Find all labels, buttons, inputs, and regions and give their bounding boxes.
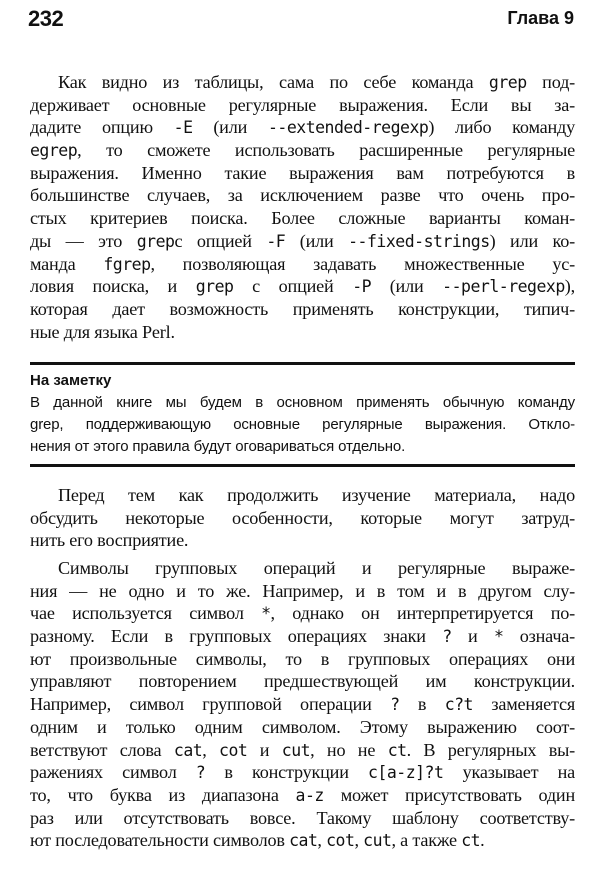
text-fragment: Как видно из таблицы, сама по себе команда [58, 72, 489, 92]
code-fragment: * [493, 627, 504, 647]
note-title: На заметку [30, 372, 112, 389]
text-fragment: разному. Если в групповых операциях знаки [30, 626, 443, 647]
code-fragment: cut [281, 740, 311, 760]
text-line [30, 602, 575, 625]
code-fragment: * [261, 604, 271, 624]
text-fragment: , то сможете использовать расширенные регулярные [77, 140, 575, 161]
text-fragment: (или [285, 230, 349, 251]
text-line [30, 298, 575, 321]
text-fragment: управляют повторением предшествующей им конструкции. [30, 671, 575, 692]
text-fragment: с опцией [233, 276, 353, 297]
text-fragment: ния — не одно и то же. Например, и в том и в другом слу- [30, 580, 575, 601]
text-line [30, 580, 575, 603]
code-fragment: cut [363, 831, 392, 851]
code-fragment: grep [136, 231, 175, 251]
text-fragment: которая дает возможность применять конструкции, типич- [30, 298, 575, 319]
text-line [30, 829, 575, 852]
text-fragment: , а также [391, 830, 462, 851]
text-line [30, 275, 575, 298]
text-fragment: Перед тем как продолжить изучение материала, надо [58, 485, 575, 505]
text-line [30, 670, 575, 693]
code-fragment: ? [442, 627, 452, 647]
text-line [30, 321, 575, 344]
text-fragment: дадите опцию [30, 117, 174, 138]
text-fragment: манда [30, 253, 104, 274]
code-fragment: -E [173, 118, 193, 138]
text-line [30, 693, 575, 716]
text-fragment: (или [192, 117, 268, 138]
text-fragment: и [247, 739, 282, 760]
note-top-rule [30, 362, 575, 365]
text-line [30, 557, 575, 580]
text-fragment: , [317, 830, 327, 851]
text-line [30, 529, 575, 552]
text-line [30, 484, 575, 507]
text-fragment: под- [526, 72, 575, 92]
text-line [30, 207, 575, 230]
code-fragment: cat [289, 831, 318, 851]
text-fragment: нить его восприятие. [30, 530, 189, 551]
text-line [30, 230, 575, 253]
text-fragment: и [451, 626, 494, 647]
chapter-title: Глава 9 [507, 8, 574, 28]
text-line [30, 761, 575, 784]
text-line [30, 507, 575, 530]
code-fragment: -F [266, 231, 286, 251]
text-fragment: , [354, 830, 364, 851]
note-line: нения от этого правила будут оговариваться отдельно. [30, 438, 406, 455]
text-line [30, 807, 575, 830]
text-line [30, 116, 575, 139]
text-fragment: , [202, 739, 220, 760]
text-fragment: , позволяющая задавать множественные ус- [150, 253, 575, 274]
text-fragment: ) либо команду [428, 117, 575, 138]
text-line [30, 784, 575, 807]
code-fragment: grep [195, 277, 234, 297]
text-line [30, 184, 575, 207]
code-fragment: ct [461, 831, 481, 851]
text-fragment: большинстве случаев, за исключением разве что очень про- [30, 185, 575, 206]
text-fragment: ), [564, 276, 576, 297]
paragraph-intro [30, 484, 575, 552]
code-fragment: -P [352, 277, 372, 297]
code-fragment: --perl-regexp [442, 277, 565, 297]
note-box [30, 370, 575, 458]
text-line [30, 139, 575, 162]
code-fragment: cot [326, 831, 355, 851]
text-fragment: означа- [503, 626, 575, 647]
text-fragment: (или [371, 276, 443, 297]
text-fragment: ют последовательности символов [30, 830, 290, 851]
text-fragment: Например, символ групповой операции [30, 694, 391, 715]
text-line [30, 253, 575, 276]
text-line [30, 71, 575, 94]
text-fragment: , однако он интерпретируется по- [270, 603, 575, 624]
code-fragment: ct [387, 740, 407, 760]
text-fragment: ные для языка Perl. [30, 321, 175, 342]
text-fragment: заменяется [473, 694, 575, 715]
paragraph-grep-variants [30, 71, 575, 343]
paragraph-wildcards [30, 557, 575, 852]
text-fragment: то, что буква из диапазона [30, 784, 296, 805]
text-fragment: обсудить некоторые особенности, которые могут затруд- [30, 507, 575, 528]
text-line [30, 625, 575, 648]
code-fragment: --extended-regexp [267, 118, 429, 138]
page-header [28, 6, 574, 40]
code-fragment: cot [219, 740, 248, 760]
text-fragment: ют произвольные символы, то в групповых операциях они [30, 648, 575, 669]
page-number: 232 [28, 6, 64, 31]
code-fragment: a-z [295, 785, 324, 805]
text-fragment: указывает на [443, 762, 575, 783]
text-fragment: выражения. Именно такие выражения вам потребуются в [30, 162, 575, 183]
text-fragment: чае используется символ [30, 603, 262, 624]
code-fragment: grep [488, 73, 527, 92]
text-fragment: раз или отсутствовать вовсе. Такому шаблону соответству- [30, 807, 575, 828]
code-fragment: ? [195, 763, 206, 783]
text-fragment: ветствуют слова [30, 739, 174, 760]
code-fragment: c?t [444, 695, 473, 715]
text-fragment: держивает основные регулярные выражения. Если вы за- [30, 94, 575, 115]
code-fragment: cat [173, 740, 203, 760]
note-line: В данной книге мы будем в основном применять обычную команду [30, 394, 575, 411]
text-fragment: Символы групповых операций и регулярные выраже- [58, 558, 575, 578]
code-fragment: c[a-z]?t [367, 763, 444, 783]
note-line: grep, поддерживающую основные регулярные выражения. Откло- [30, 416, 575, 433]
code-fragment: ? [390, 695, 400, 715]
text-fragment: в конструкции [205, 762, 368, 783]
text-fragment: с опцией [174, 230, 267, 251]
text-line [30, 648, 575, 671]
text-line [30, 716, 575, 739]
note-bottom-rule [30, 464, 575, 467]
text-fragment: одним и только одним символом. Этому выражению соот- [30, 716, 575, 737]
text-fragment: стых критериев поиска. Более сложные варианты коман- [30, 208, 575, 229]
text-fragment: ) или ко- [489, 230, 575, 251]
code-fragment: egrep [30, 141, 78, 161]
text-line [30, 739, 575, 762]
text-fragment: . [480, 830, 485, 851]
text-fragment: . В регулярных вы- [406, 739, 575, 760]
text-fragment: ражениях символ [30, 762, 196, 783]
code-fragment: fgrep [103, 254, 151, 274]
text-fragment: может присутствовать один [323, 784, 576, 805]
text-fragment: ды — это [30, 230, 137, 251]
text-line [30, 162, 575, 185]
text-fragment: , но не [310, 739, 388, 760]
text-fragment: ловия поиска, и [30, 276, 196, 297]
text-line [30, 94, 575, 117]
text-fragment: в [399, 694, 445, 715]
code-fragment: --fixed-strings [348, 231, 490, 251]
